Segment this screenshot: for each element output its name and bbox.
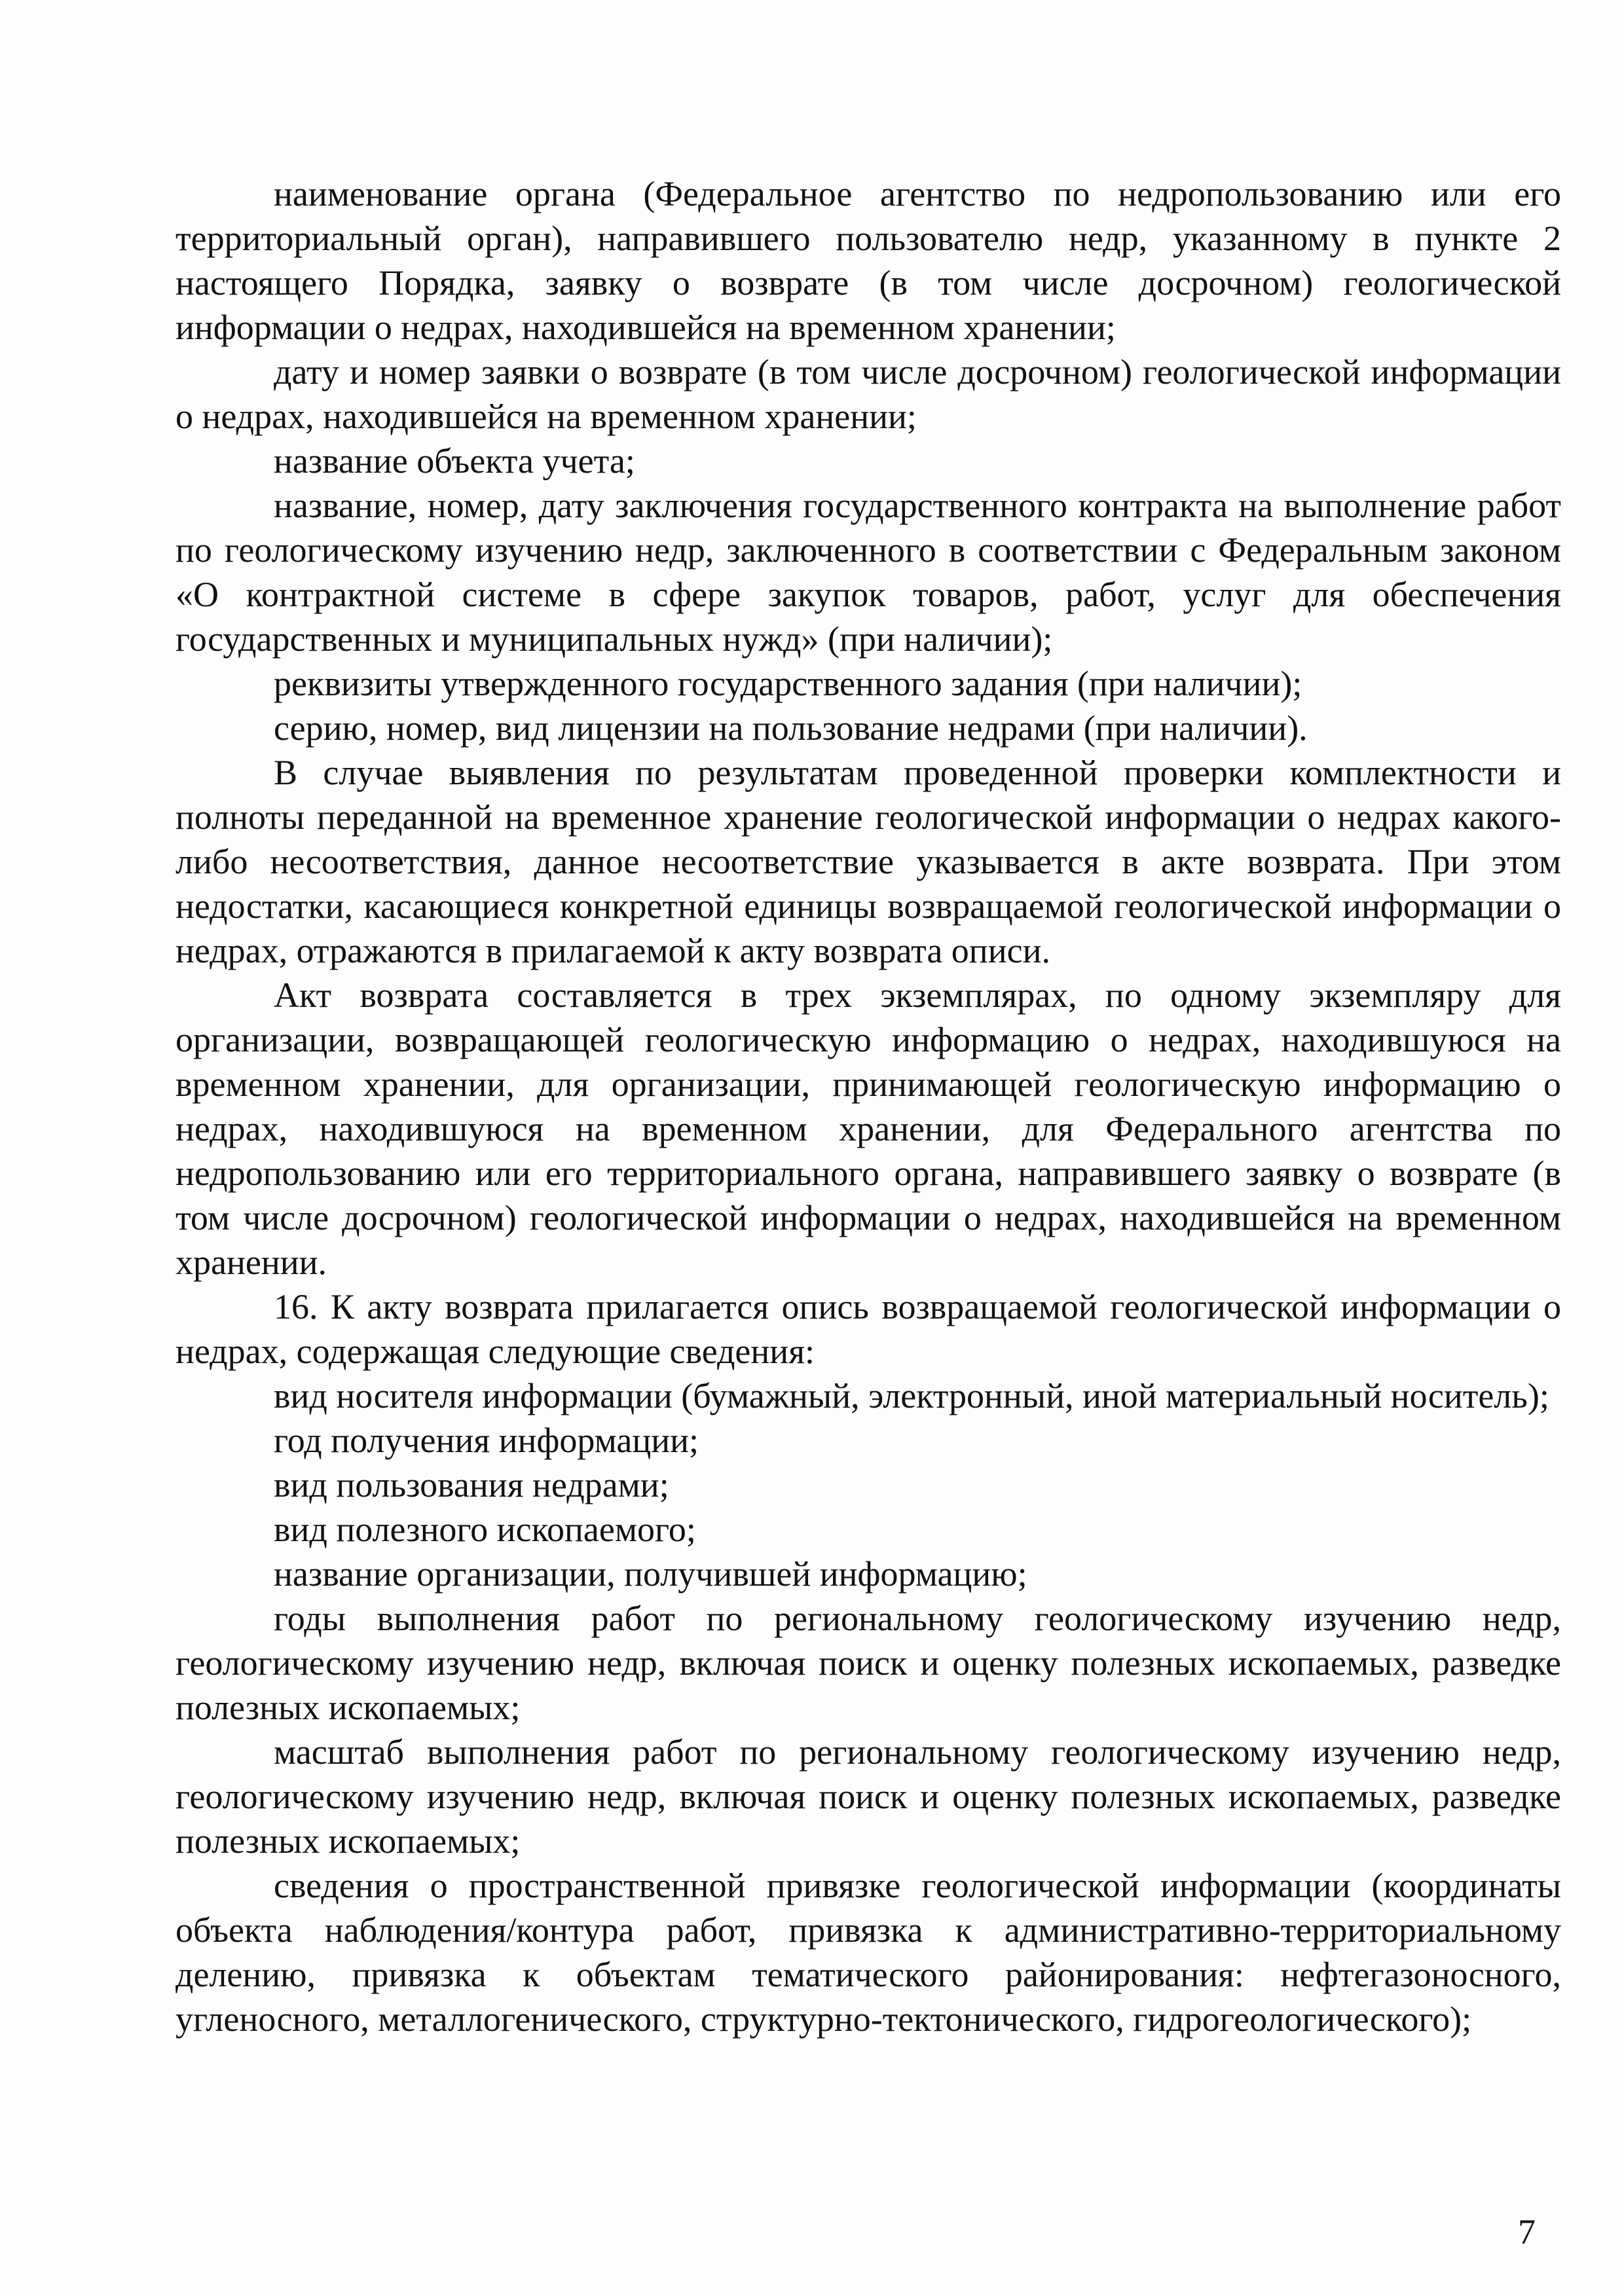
paragraph-subsoil-use-type: вид пользования недрами; [274, 1465, 669, 1504]
paragraph-work-scale: масштаб выполнения работ по региональному геологическому изучению недр, геологическому изучению недр, включая поиск и оценку полезных ископаемых, разведке полезных ископаемых; [175, 1732, 1561, 1861]
paragraph-request-date-number: дату и номер заявки о возврате (в том числе досрочном) геологической информации о недрах, находившейся на временном хранении; [175, 352, 1561, 436]
paragraph-organization-name: название организации, получившей информацию; [274, 1554, 1027, 1594]
paragraph-license: серию, номер, вид лицензии на пользование недрами (при наличии). [274, 708, 1308, 748]
paragraph-work-years: годы выполнения работ по региональному геологическому изучению недр, геологическому изучению недр, включая поиск и оценку полезных ископаемых, разведке полезных ископаемых; [175, 1599, 1561, 1727]
paragraph-item-16: 16. К акту возврата прилагается опись возвращаемой геологической информации о недрах, содержащая следующие сведения: [175, 1287, 1561, 1371]
page-number: 7 [1518, 2212, 1536, 2251]
paragraph-year-received: год получения информации; [274, 1421, 699, 1460]
paragraph-nonconformity: В случае выявления по результатам проведенной проверки комплектности и полноты переданной на временное хранение геологической информации о недрах какого-либо несоответствия, данное несоответствие указывается в акте возврата. При этом недостатки, касающиеся конкретной единицы возвращаемой геологической информации о недрах, отражаются в прилагаемой к акту возврата описи. [175, 753, 1561, 970]
paragraph-object-name: название объекта учета; [274, 441, 635, 481]
paragraph-act-copies: Акт возврата составляется в трех экземплярах, по одному экземпляру для организации, возвращающей геологическую информацию о недрах, находившуюся на временном хранении, для организации, принимающей геологическую информацию о недрах, находившуюся на временном хранении, для Федерального агентства по недропользованию или его территориального органа, направившего заявку о возврате (в том числе досрочном) геологической информации о недрах, находившейся на временном хранении. [175, 975, 1561, 1282]
paragraph-state-task: реквизиты утвержденного государственного задания (при наличии); [274, 664, 1302, 703]
paragraph-agency-name: наименование органа (Федеральное агентство по недропользованию или его территориальный орган), направившего пользователю недр, указанному в пункте 2 настоящего Порядка, заявку о возврате (в том числе досрочном) геологической информации о недрах, находившейся на временном хранении; [175, 174, 1561, 347]
paragraph-spatial-reference: сведения о пространственной привязке геологической информации (координаты объекта наблюдения/контура работ, привязка к административно-территориальному делению, привязка к объектам тематического районирования: нефтегазоносного, угленосного, металлогенического, структурно-тектонического, гидрогеологического); [175, 1866, 1561, 2039]
body-text [175, 172, 1561, 2041]
paragraph-state-contract: название, номер, дату заключения государственного контракта на выполнение работ по геологическому изучению недр, заключенного в соответствии с Федеральным законом «О контрактной системе в сфере закупок товаров, работ, услуг для обеспечения государственных и муниципальных нужд» (при наличии); [175, 486, 1561, 659]
paragraph-mineral-type: вид полезного ископаемого; [274, 1510, 696, 1549]
paragraph-media-type: вид носителя информации (бумажный, электронный, иной материальный носитель); [274, 1376, 1549, 1415]
